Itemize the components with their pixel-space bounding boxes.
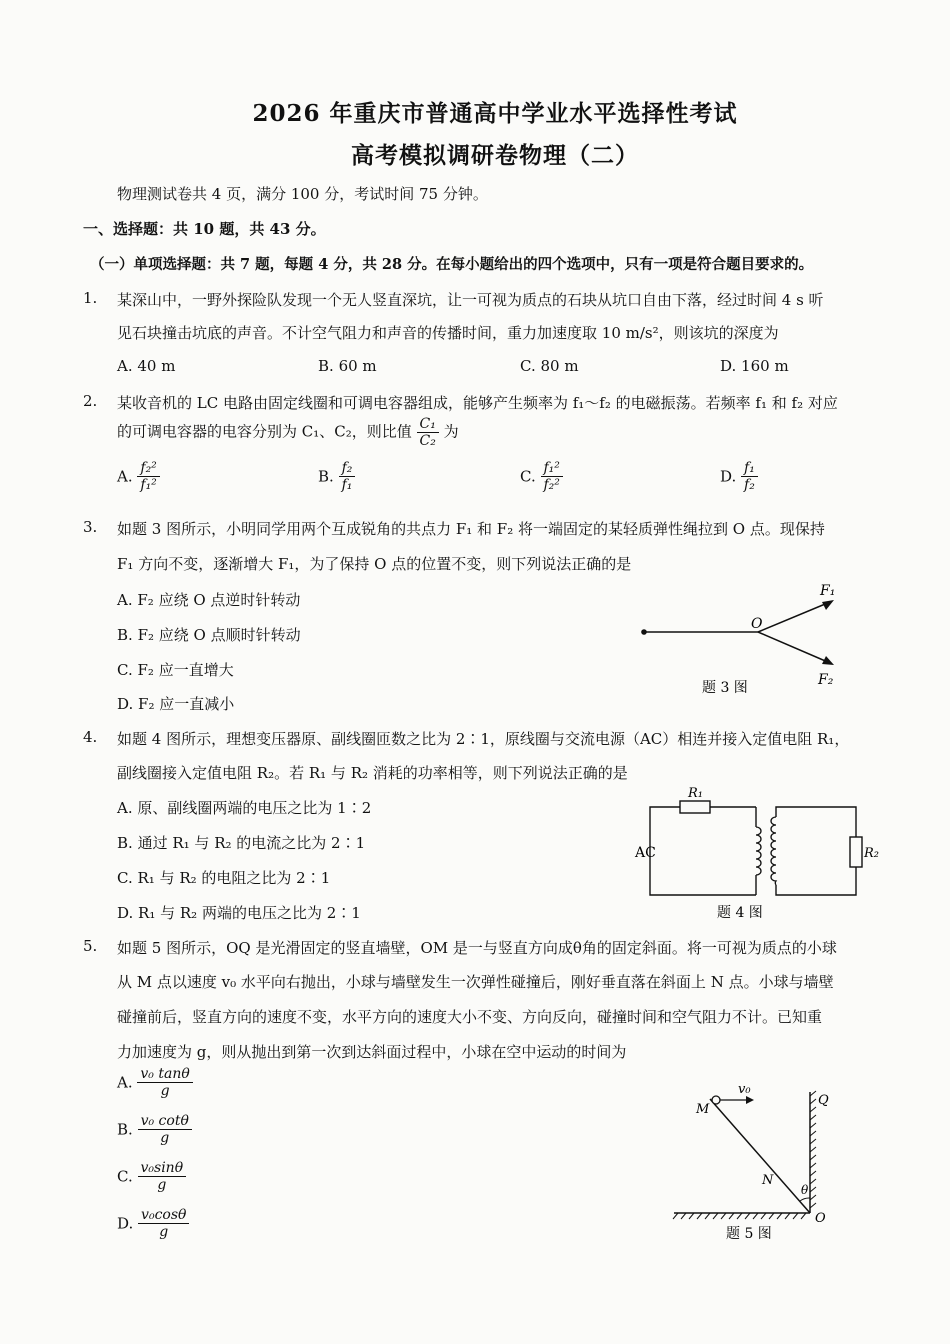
section-subheading: （一）单项选择题：共 7 题，每题 4 分，共 28 分。在每小题给出的四个选项中，只有一项是符合题目要求的。 bbox=[90, 256, 814, 273]
option-a[interactable]: A. 40 m bbox=[117, 357, 176, 375]
exam-title-line1: 2026 年重庆市普通高中学业水平选择性考试 bbox=[252, 100, 738, 127]
option-b[interactable]: B. $\frac{\text{v₀ cotθ}}{g}$ bbox=[117, 1113, 192, 1146]
secondary-wire bbox=[776, 807, 856, 837]
question-text-line: 力加速度为 g，则从抛出到第一次到达斜面过程中，小球在空中运动的时间为 bbox=[117, 1043, 627, 1061]
question-text-line: 如题 4 图所示，理想变压器原、副线圈匝数之比为 2∶1，原线圈与交流电源（AC）相连并接入定值电阻 R₁， bbox=[117, 730, 850, 748]
theta-label: θ bbox=[801, 1183, 809, 1197]
primary-coil bbox=[756, 827, 761, 875]
theta-arc bbox=[800, 1198, 810, 1201]
incline-om bbox=[710, 1099, 810, 1213]
point-n-label: N bbox=[762, 1173, 774, 1188]
option-a[interactable]: A. F₂ 应绕 O 点逆时针转动 bbox=[117, 591, 301, 609]
figure-caption: 题 4 图 bbox=[717, 905, 763, 921]
v0-label: v₀ bbox=[738, 1082, 751, 1097]
question-number: 5. bbox=[83, 937, 98, 955]
point-o-label: O bbox=[751, 616, 763, 632]
question-text-line: 从 M 点以速度 v₀ 水平向右抛出，小球与墙壁发生一次弹性碰撞后，刚好垂直落在斜面上 N 点。小球与墙壁 bbox=[117, 973, 834, 991]
option-a[interactable]: A. $\frac{\text{f₂²}}{\text{f₁²}}$ bbox=[117, 460, 160, 493]
question-number: 1. bbox=[83, 289, 98, 307]
option-c[interactable]: C. $\frac{\text{v₀sinθ}}{g}$ bbox=[117, 1160, 186, 1193]
force-f2-arrow bbox=[758, 632, 830, 663]
option-b[interactable]: B. F₂ 应绕 O 点顺时针转动 bbox=[117, 626, 301, 644]
option-d[interactable]: D. F₂ 应一直减小 bbox=[117, 695, 235, 713]
question-number: 3. bbox=[83, 518, 98, 536]
option-c[interactable]: C. R₁ 与 R₂ 的电阻之比为 2∶1 bbox=[117, 869, 331, 887]
question-text-line: F₁ 方向不变，逐渐增大 F₁，为了保持 O 点的位置不变，则下列说法正确的是 bbox=[117, 555, 632, 573]
question-text-line: 的可调电容器的电容分别为 C₁、C₂，则比值 $\frac{\text{C₁}}{\text{C₂}}$ 为 bbox=[117, 416, 459, 450]
question-text-line: 副线圈接入定值电阻 R₂。若 R₁ 与 R₂ 消耗的功率相等，则下列说法正确的是 bbox=[117, 764, 628, 782]
point-m-label: M bbox=[696, 1102, 710, 1117]
resistor-r1 bbox=[680, 801, 710, 813]
ac-source-label: AC bbox=[635, 845, 656, 861]
force-f1-arrowhead bbox=[822, 600, 834, 610]
option-d[interactable]: D. R₁ 与 R₂ 两端的电压之比为 2∶1 bbox=[117, 904, 361, 922]
exam-title-line2: 高考模拟调研卷物理（二） bbox=[351, 142, 639, 169]
question-text-line: 如题 5 图所示，OQ 是光滑固定的竖直墙壁，OM 是一与竖直方向成θ角的固定斜面。将一可视为质点的小球 bbox=[117, 939, 837, 957]
question-text-line: 某深山中，一野外探险队发现一个无人竖直深坑，让一可视为质点的石块从坑口自由下落，经过时间 4 s 听 bbox=[117, 291, 824, 309]
r2-label: R₂ bbox=[864, 846, 879, 861]
force-f1-arrow bbox=[758, 602, 830, 632]
section-heading: 一、选择题：共 10 题，共 43 分。 bbox=[83, 220, 326, 238]
option-c[interactable]: C. 80 m bbox=[520, 357, 579, 375]
ratio-fraction: $\frac{\text{C₁}}{\text{C₂}}$ bbox=[417, 416, 439, 449]
fixed-end-point bbox=[641, 629, 647, 635]
question-text-line: 见石块撞击坑底的声音。不计空气阻力和声音的传播时间，重力加速度取 10 m/s²，则该坑的深度为 bbox=[117, 324, 779, 342]
option-b[interactable]: B. $\frac{\text{f₂}}{\text{f₁}}$ bbox=[318, 460, 355, 493]
option-c[interactable]: C. $\frac{\text{f₁²}}{\text{f₂²}}$ bbox=[520, 460, 563, 493]
primary-wire bbox=[650, 807, 756, 895]
option-b[interactable]: B. 60 m bbox=[318, 357, 377, 375]
question-text-line: 碰撞前后，竖直方向的速度不变，水平方向的速度大小不变、方向反向，碰撞时间和空气阻力不计。已知重 bbox=[117, 1008, 823, 1026]
secondary-coil bbox=[771, 817, 776, 885]
option-a[interactable]: A. $\frac{\text{v₀ tanθ}}{g}$ bbox=[117, 1066, 193, 1099]
f1-label: F₁ bbox=[820, 583, 836, 599]
ground-hatching bbox=[673, 1213, 806, 1219]
option-c[interactable]: C. F₂ 应一直增大 bbox=[117, 661, 234, 679]
figure-5-incline-wall bbox=[668, 1080, 848, 1245]
option-d[interactable]: D. $\frac{\text{v₀cosθ}}{g}$ bbox=[117, 1207, 189, 1240]
option-b[interactable]: B. 通过 R₁ 与 R₂ 的电流之比为 2∶1 bbox=[117, 834, 366, 852]
question-number: 2. bbox=[83, 392, 98, 410]
question-number: 4. bbox=[83, 728, 98, 746]
exam-intro: 物理测试卷共 4 页，满分 100 分，考试时间 75 分钟。 bbox=[117, 185, 488, 203]
option-a[interactable]: A. 原、副线圈两端的电压之比为 1∶2 bbox=[117, 799, 372, 817]
figure-4-transformer-circuit bbox=[628, 785, 883, 925]
force-f2-arrowhead bbox=[822, 656, 834, 665]
resistor-r2 bbox=[850, 837, 862, 867]
f2-label: F₂ bbox=[818, 672, 834, 688]
option-d[interactable]: D. 160 m bbox=[720, 357, 789, 375]
figure-caption: 题 5 图 bbox=[726, 1226, 772, 1242]
option-d[interactable]: D. $\frac{\text{f₁}}{\text{f₂}}$ bbox=[720, 460, 758, 493]
question-text-line: 某收音机的 LC 电路由固定线圈和可调电容器组成，能够产生频率为 f₁～f₂ 的电磁振荡。若频率 f₁ 和 f₂ 对应 bbox=[117, 394, 838, 412]
wall-hatching bbox=[810, 1091, 816, 1208]
point-q-label: Q bbox=[818, 1093, 829, 1108]
figure-3-force-diagram bbox=[630, 578, 850, 703]
figure-caption: 题 3 图 bbox=[702, 680, 748, 696]
ball bbox=[712, 1096, 720, 1104]
r1-label: R₁ bbox=[688, 786, 703, 801]
point-o-label: O bbox=[815, 1211, 826, 1226]
question-text-line: 如题 3 图所示，小明同学用两个互成锐角的共点力 F₁ 和 F₂ 将一端固定的某轻质弹性绳拉到 O 点。现保持 bbox=[117, 520, 825, 538]
